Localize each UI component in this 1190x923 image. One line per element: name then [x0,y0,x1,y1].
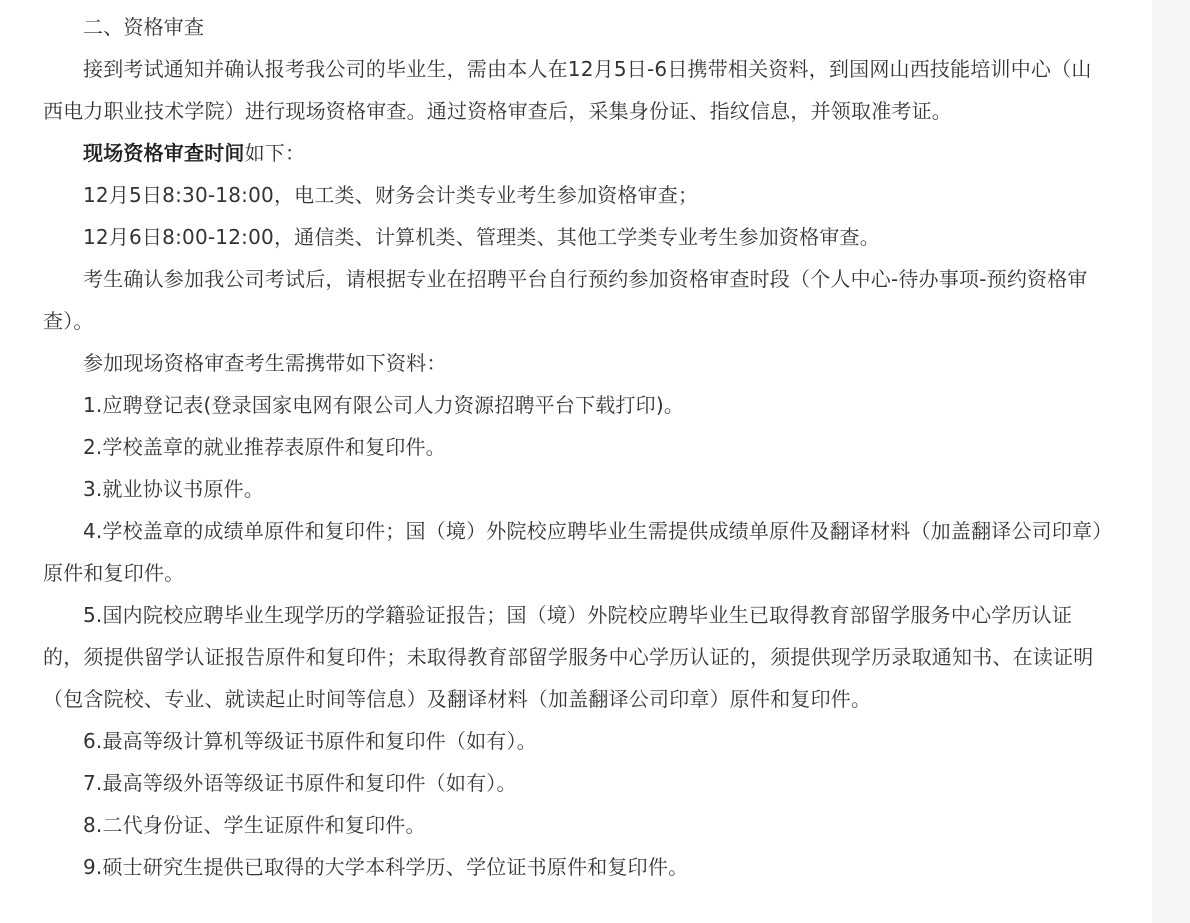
time-heading [43,132,1103,174]
time-heading-bold: 现场资格审查时间 [83,141,245,165]
schedule-item-1: 12月5日8:30-18:00，电工类、财务会计类专业考生参加资格审查； [83,183,699,207]
booking-note: 考生确认参加我公司考试后，请根据专业在招聘平台自行预约参加资格审查时段（个人中心-待办事项-预约资格审查）。 [43,267,1088,333]
material-item-5: 5.国内院校应聘毕业生现学历的学籍验证报告；国（境）外院校应聘毕业生已取得教育部留学服务中心学历认证的，须提供留学认证报告原件和复印件；未取得教育部留学服务中心学历认证的，须提供现学历录取通知书、在读证明（包含院校、专业、就读起止时间等信息）及翻译材料（加盖翻译公司印章）原件和复印件。 [43,603,1094,711]
time-heading-rest: 如下： [244,141,306,165]
material-item-8: 8.二代身份证、学生证原件和复印件。 [83,813,426,837]
schedule-item-2: 12月6日8:00-12:00，通信类、计算机类、管理类、其他工学类专业考生参加资格审查。 [83,225,880,249]
material-item-3: 3.就业协议书原件。 [83,477,265,501]
material-item-7: 7.最高等级外语等级证书原件和复印件（如有）。 [83,771,517,795]
article-content [43,6,1103,888]
material-item-9: 9.硕士研究生提供已取得的大学本科学历、学位证书原件和复印件。 [83,855,689,879]
materials-intro: 参加现场资格审查考生需携带如下资料： [83,351,447,375]
material-item-2: 2.学校盖章的就业推荐表原件和复印件。 [83,435,446,459]
material-item-1: 1.应聘登记表(登录国家电网有限公司人力资源招聘平台下载打印)。 [83,393,685,417]
right-margin-strip [1152,0,1190,923]
intro-paragraph: 接到考试通知并确认报考我公司的毕业生，需由本人在12月5日-6日携带相关资料，到国网山西技能培训中心（山西电力职业技术学院）进行现场资格审查。通过资格审查后，采集身份证、指纹信息，并领取准考证。 [43,57,1092,123]
section-title: 二、资格审查 [83,15,205,39]
material-item-6: 6.最高等级计算机等级证书原件和复印件（如有）。 [83,729,537,753]
material-item-4: 4.学校盖章的成绩单原件和复印件；国（境）外院校应聘毕业生需提供成绩单原件及翻译材料（加盖翻译公司印章）原件和复印件。 [43,519,1103,585]
